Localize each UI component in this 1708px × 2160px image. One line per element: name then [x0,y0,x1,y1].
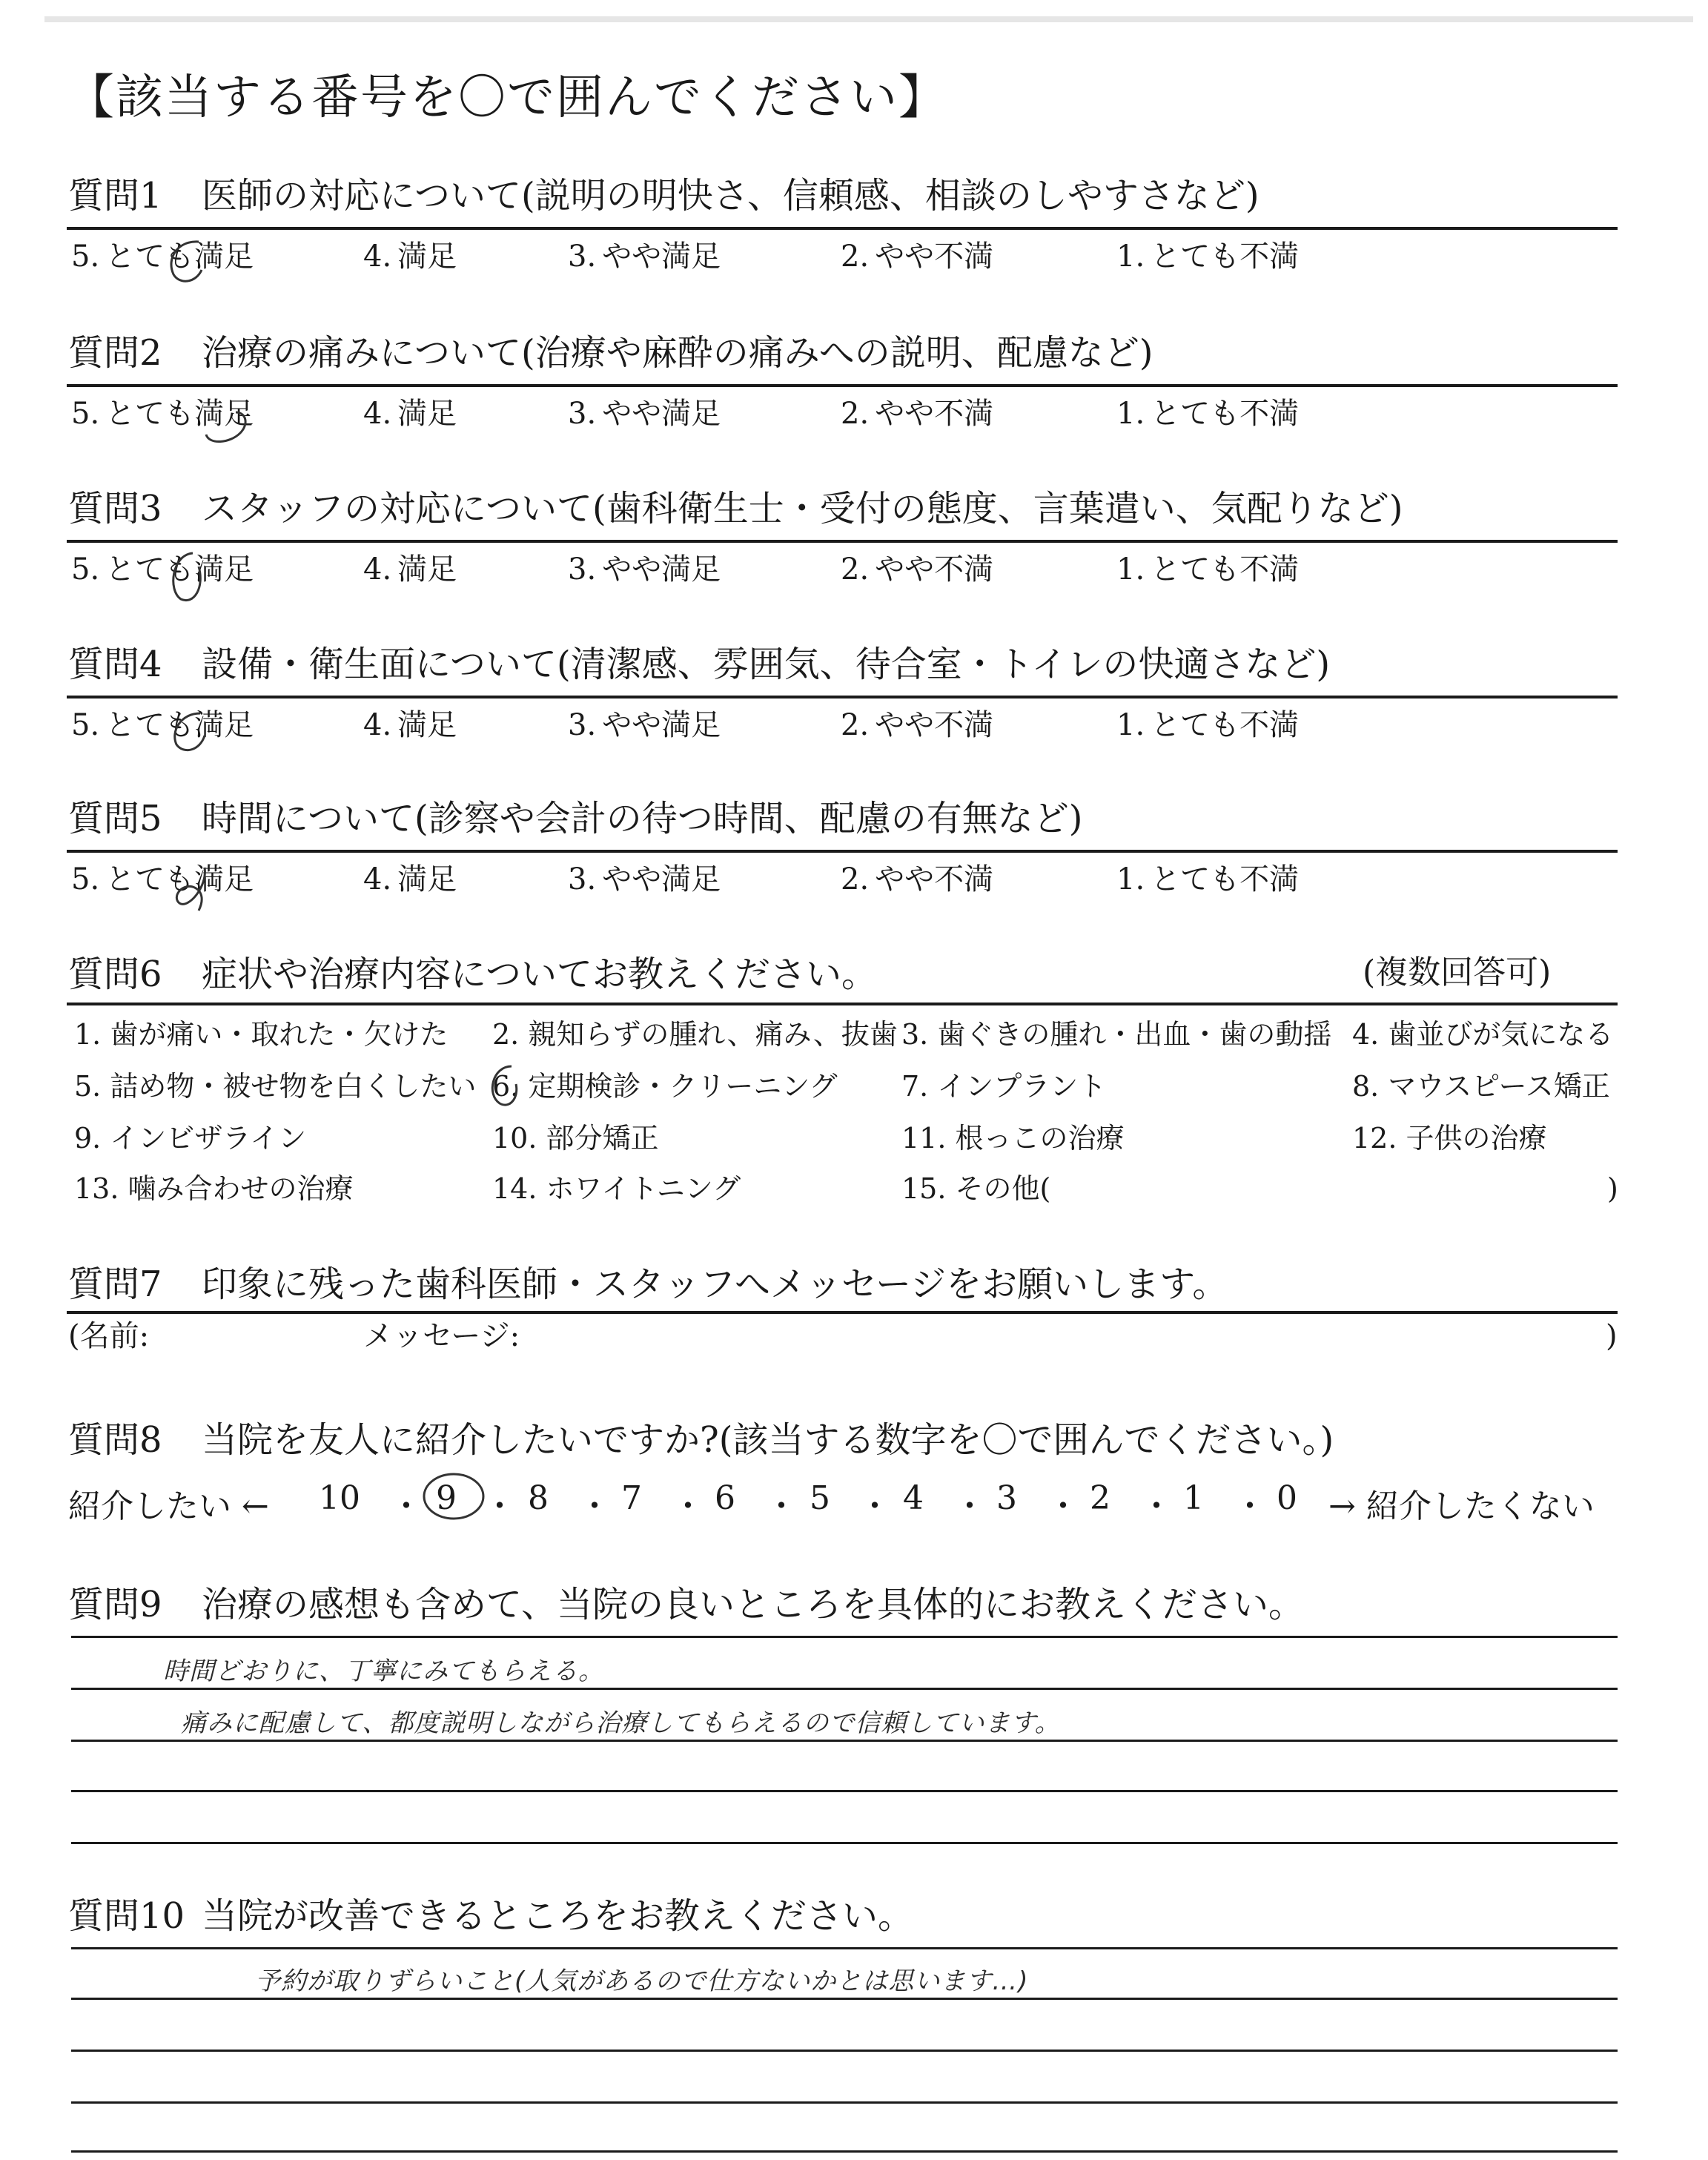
q10-handwritten-answer-1: 予約が取りずらいこと(人気があるので仕方ないかとは思います…) [255,1966,1029,1996]
q4-option-5[interactable]: 5. とても満足 [71,708,254,742]
q9-answer-line [71,1688,1618,1690]
q4-title [68,644,1331,685]
q4-option-3[interactable]: 3. やや満足 [568,708,721,742]
q3-option-1[interactable]: 1. とても不満 [1116,552,1300,587]
q3-title [68,488,1403,529]
q6-option-14[interactable]: 14. ホワイトニング [492,1172,741,1205]
q4-number: 質問4 [68,644,162,685]
q2-option-2[interactable]: 2. やや不満 [841,397,994,431]
q9-handwritten-answer-1: 時間どおりに、丁寧にみてもらえる。 [163,1657,604,1686]
q6-option-6[interactable]: 6. 定期検診・クリーニング [492,1070,838,1103]
q8-scale-2[interactable]: 2 [1090,1479,1110,1517]
q8-separator: ・ [578,1487,611,1525]
q7-number: 質問7 [68,1264,162,1305]
q8-number: 質問8 [68,1419,162,1461]
q3-text: スタッフの対応について(歯科衛生士・受付の態度、言葉遣い、気配りなど) [202,488,1403,529]
q10-answer-line [71,2150,1618,2153]
q6-option-8[interactable]: 8. マウスピース矯正 [1352,1070,1610,1103]
q10-number: 質問10 [68,1895,185,1937]
q5-option-4[interactable]: 4. 満足 [363,862,457,896]
q10-answer-line [71,2050,1618,2052]
q9-number: 質問9 [68,1584,162,1625]
q8-scale-0[interactable]: 0 [1277,1479,1297,1517]
q9-answer-line [71,1790,1618,1792]
q4-option-4[interactable]: 4. 満足 [363,708,457,742]
q8-scale-8[interactable]: 8 [528,1479,549,1517]
q2-option-1[interactable]: 1. とても不満 [1116,397,1300,431]
q8-title [68,1419,1334,1461]
q6-other-close-paren: ) [1607,1172,1618,1205]
q7-text: 印象に残った歯科医師・スタッフへメッセージをお願いします。 [202,1264,1228,1305]
q8-scale-10[interactable]: 10 [319,1479,360,1517]
q6-option-2[interactable]: 2. 親知らずの腫れ、痛み、抜歯 [492,1018,898,1051]
q2-number: 質問2 [68,332,162,374]
q7-message-label: メッセージ: [363,1319,520,1353]
q2-option-4[interactable]: 4. 満足 [363,397,457,431]
q8-text: 当院を友人に紹介したいですか?(該当する数字を〇で囲んでください。) [202,1419,1334,1461]
q10-title [68,1895,914,1937]
q9-answer-line [71,1636,1618,1638]
q5-rule [67,850,1618,853]
q6-option-11[interactable]: 11. 根っこの治療 [901,1122,1125,1155]
q3-option-2[interactable]: 2. やや不満 [841,552,994,587]
q8-right-label: → 紹介したくない [1328,1487,1595,1525]
q10-answer-line [71,1947,1618,1949]
scan-top-edge [44,16,1693,22]
q8-separator: ・ [765,1487,798,1525]
q9-handwritten-answer-2: 痛みに配慮して、都度説明しながら治療してもらえるので信頼しています。 [181,1708,1061,1738]
q8-scale-7[interactable]: 7 [621,1479,642,1517]
q1-rule [67,227,1618,230]
q1-number: 質問1 [68,175,162,217]
q9-answer-line [71,1740,1618,1742]
q6-number: 質問6 [68,954,162,995]
q6-option-10[interactable]: 10. 部分矯正 [492,1122,659,1155]
q3-option-3[interactable]: 3. やや満足 [568,552,721,587]
q1-option-5[interactable]: 5. とても満足 [71,240,254,274]
q2-option-5[interactable]: 5. とても満足 [71,397,254,431]
q8-separator: ・ [858,1487,891,1525]
q5-number: 質問5 [68,798,162,839]
q1-option-4[interactable]: 4. 満足 [363,240,457,274]
q5-option-5[interactable]: 5. とても満足 [71,862,254,896]
q2-option-3[interactable]: 3. やや満足 [568,397,721,431]
q1-text: 医師の対応について(説明の明快さ、信頼感、相談のしやすさなど) [202,175,1260,217]
q5-option-1[interactable]: 1. とても不満 [1116,862,1300,896]
q5-title [68,798,1083,839]
page-heading: 【該当する番号を〇で囲んでください】 [67,70,947,125]
q6-option-4[interactable]: 4. 歯並びが気になる [1352,1018,1614,1051]
q10-text: 当院が改善できるところをお教えください。 [202,1895,914,1937]
q4-text: 設備・衛生面について(清潔感、雰囲気、待合室・トイレの快適さなど) [202,644,1331,685]
q3-rule [67,540,1618,543]
q6-option-1[interactable]: 1. 歯が痛い・取れた・欠けた [74,1018,448,1051]
q8-scale-4[interactable]: 4 [903,1479,924,1517]
q6-rule [67,1003,1618,1005]
q8-separator: ・ [483,1487,516,1525]
q8-separator: ・ [953,1487,986,1525]
q2-rule [67,384,1618,387]
q9-answer-line [71,1842,1618,1844]
q2-text: 治療の痛みについて(治療や麻酔の痛みへの説明、配慮など) [202,332,1153,374]
q6-option-3[interactable]: 3. 歯ぐきの腫れ・出血・歯の動揺 [901,1018,1332,1051]
q5-option-2[interactable]: 2. やや不満 [841,862,994,896]
q1-option-1[interactable]: 1. とても不満 [1116,240,1300,274]
q1-title [68,175,1260,217]
q8-separator: ・ [390,1487,423,1525]
q5-text: 時間について(診察や会計の待つ時間、配慮の有無など) [202,798,1083,839]
q8-scale-5[interactable]: 5 [810,1479,830,1517]
q6-option-12[interactable]: 12. 子供の治療 [1352,1122,1547,1155]
q7-title [68,1264,1228,1305]
q6-option-15[interactable]: 15. その他( [901,1172,1051,1205]
q1-option-3[interactable]: 3. やや満足 [568,240,721,274]
q6-option-5[interactable]: 5. 詰め物・被せ物を白くしたい [74,1070,477,1103]
q7-close-paren: ) [1606,1319,1618,1353]
q8-separator: ・ [1234,1487,1266,1525]
q4-rule [67,696,1618,698]
q6-title [68,954,878,995]
q8-separator: ・ [1047,1487,1079,1525]
q8-scale-row [68,1479,1618,1525]
q8-scale-3[interactable]: 3 [996,1479,1017,1517]
q3-number: 質問3 [68,488,162,529]
q3-option-4[interactable]: 4. 満足 [363,552,457,587]
q10-answer-line [71,1998,1618,2000]
q8-left-label: 紹介したい ← [68,1487,269,1525]
q1-option-2[interactable]: 2. やや不満 [841,240,994,274]
q6-option-7[interactable]: 7. インプラント [901,1070,1107,1103]
q8-scale-9[interactable]: 9 [436,1479,457,1517]
q6-text: 症状や治療内容についてお教えください。 [202,954,878,995]
q4-option-2[interactable]: 2. やや不満 [841,708,994,742]
q10-answer-line [71,2101,1618,2104]
q8-separator: ・ [672,1487,704,1525]
q7-name-label: (名前: [68,1319,150,1353]
q6-multiple-answer-note: (複数回答可) [1363,954,1552,991]
q8-scale-1[interactable]: 1 [1183,1479,1204,1517]
q8-scale-6[interactable]: 6 [715,1479,735,1517]
q2-title [68,332,1153,374]
q6-option-9[interactable]: 9. インビザライン [74,1122,307,1155]
q3-option-5[interactable]: 5. とても満足 [71,552,254,587]
q9-title [68,1584,1305,1625]
q9-text: 治療の感想も含めて、当院の良いところを具体的にお教えください。 [202,1584,1305,1625]
q7-rule [67,1311,1618,1314]
q6-option-13[interactable]: 13. 噛み合わせの治療 [74,1172,354,1205]
q8-separator: ・ [1140,1487,1173,1525]
q4-option-1[interactable]: 1. とても不満 [1116,708,1300,742]
q5-option-3[interactable]: 3. やや満足 [568,862,721,896]
